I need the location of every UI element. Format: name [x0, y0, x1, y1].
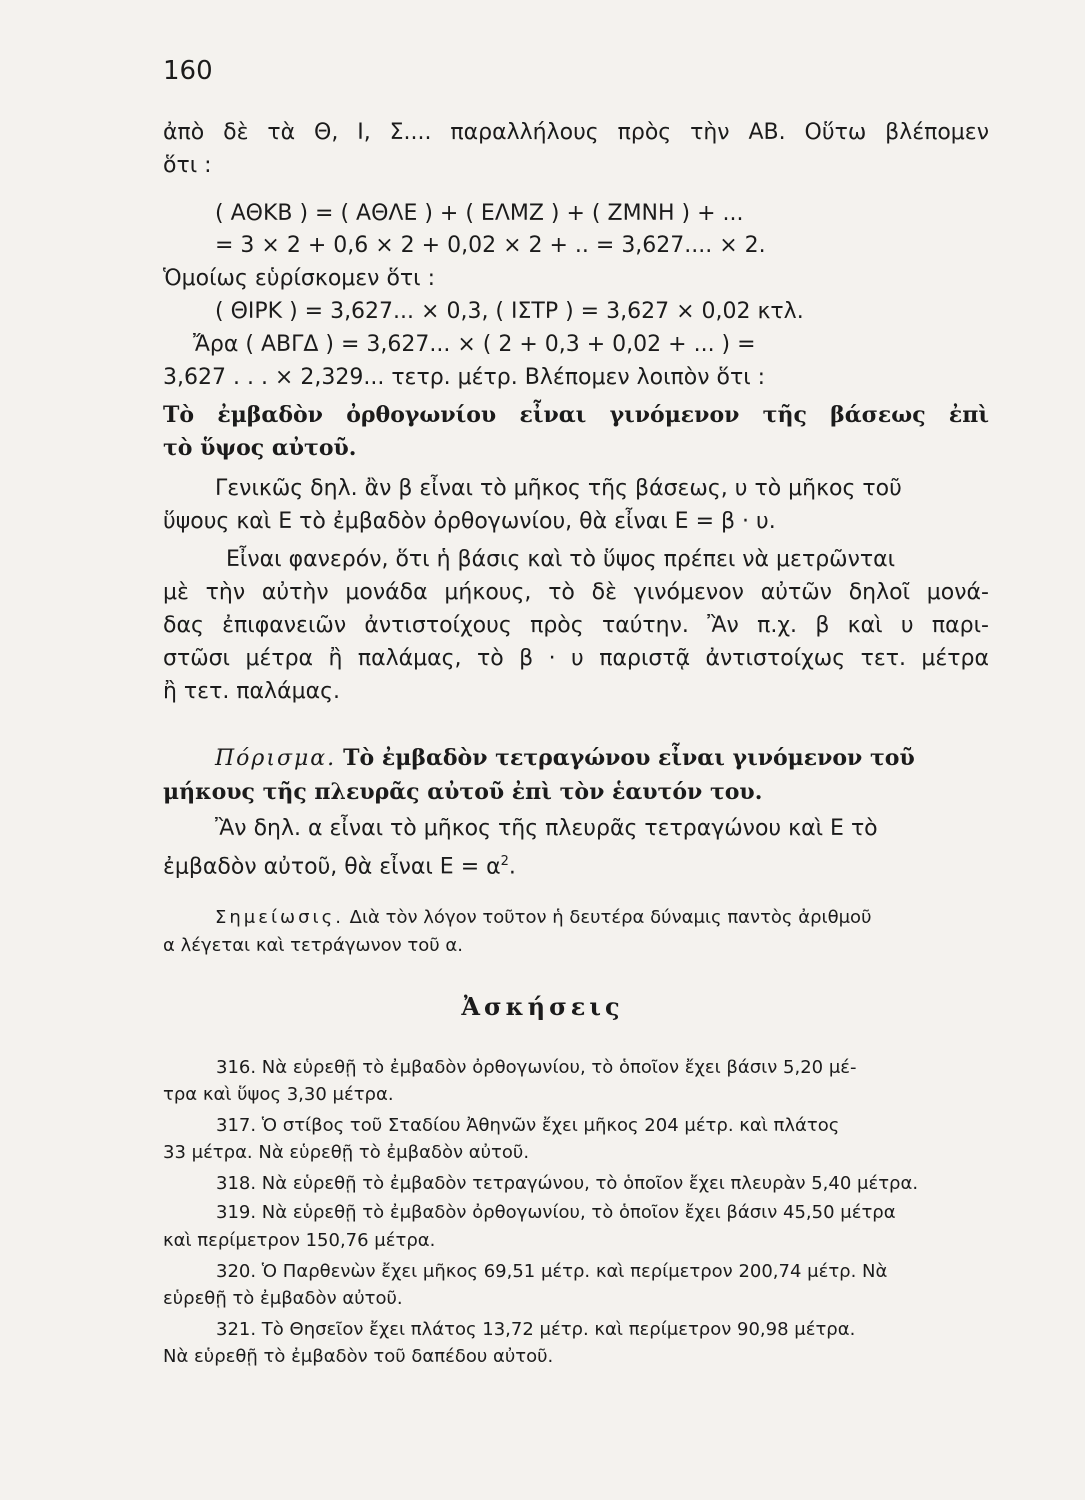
exercise-line: τρα καὶ ὕψος 3,30 μέτρα. [163, 1084, 394, 1105]
exercise-line: 318. Νὰ εὑρεθῇ τὸ ἐμβαδὸν τετραγώνου, τὸ ὁποῖον ἔχει πλευρὰν 5,40 μέτρα. [216, 1173, 919, 1194]
text-line: ἀπὸ δὲ τὰ Θ, Ι, Σ.... παραλλήλους πρὸς τὴν ΑΒ. Οὕτω βλέπομεν [163, 120, 989, 145]
exercise-line: 319. Νὰ εὑρεθῇ τὸ ἐμβαδὸν ὀρθογωνίου, τὸ ὁποῖον ἔχει βάσιν 45,50 μέτρα [216, 1202, 896, 1223]
porisma-formula: ἐμβαδὸν αὐτοῦ, θὰ εἶναι Ε = α [163, 854, 501, 880]
porisma-text: Τὸ ἐμβαδὸν τετραγώνου εἶναι γινόμενον τοῦ [343, 745, 915, 771]
exercise-line: καὶ περίμετρον 150,76 μέτρα. [163, 1230, 436, 1251]
exercise-line: 316. Νὰ εὑρεθῇ τὸ ἐμβαδὸν ὀρθογωνίου, τὸ ὁποῖον ἔχει βάσιν 5,20 μέ- [216, 1057, 857, 1078]
porisma-line: μήκους τῆς πλευρᾶς αὐτοῦ ἐπὶ τὸν ἑαυτόν του. [163, 779, 763, 805]
porisma-label: Πόρισμα. [215, 746, 337, 771]
note-text: Διὰ τὸν λόγον τοῦτον ἡ δευτέρα δύναμις παντὸς ἀριθμοῦ [349, 907, 872, 928]
exercise-line: εὑρεθῇ τὸ ἐμβαδὸν αὐτοῦ. [163, 1288, 403, 1309]
period: . [508, 854, 516, 880]
note-label: Σημείωσις. [215, 907, 344, 928]
text-line: Εἶναι φανερόν, ὅτι ἡ βάσις καὶ τὸ ὕψος πρέπει νὰ μετρῶνται [226, 547, 896, 572]
exercise-line: 317. Ὁ στίβος τοῦ Σταδίου Ἀθηνῶν ἔχει μῆκος 204 μέτρ. καὶ πλάτος [216, 1115, 840, 1136]
equation-line: ( ΘΙΡΚ ) = 3,627... × 0,3, ( ΙΣΤΡ ) = 3,627 × 0,02 κτλ. [215, 299, 804, 324]
theorem-line: Τὸ ἐμβαδὸν ὀρθογωνίου εἶναι γινόμενον τῆς βάσεως ἐπὶ [163, 402, 989, 428]
text-line: Ἂν δηλ. α εἶναι τὸ μῆκος τῆς πλευρᾶς τετραγώνου καὶ Ε τὸ [215, 816, 878, 841]
text-line: ὅτι : [163, 153, 212, 178]
exercise-line: 320. Ὁ Παρθενὼν ἔχει μῆκος 69,51 μέτρ. καὶ περίμετρον 200,74 μέτρ. Νὰ [216, 1261, 888, 1282]
text-line: Γενικῶς δηλ. ἂν β εἶναι τὸ μῆκος τῆς βάσεως, υ τὸ μῆκος τοῦ [215, 476, 902, 501]
exercise-line: Νὰ εὑρεθῇ τὸ ἐμβαδὸν τοῦ δαπέδου αὐτοῦ. [163, 1346, 554, 1367]
exponent: 2 [500, 854, 509, 869]
porisma-line [215, 743, 915, 774]
theorem-line: τὸ ὕψος αὐτοῦ. [163, 435, 357, 461]
text-line: ἢ τετ. παλάμας. [163, 679, 340, 704]
exercise-line: 33 μέτρα. Νὰ εὑρεθῇ τὸ ἐμβαδὸν αὐτοῦ. [163, 1142, 530, 1163]
text-line: μὲ τὴν αὐτὴν μονάδα μήκους, τὸ δὲ γινόμενον αὐτῶν δηλοῖ μονά- [163, 580, 989, 605]
equation-line: Ἄρα ( ΑΒΓΔ ) = 3,627... × ( 2 + 0,3 + 0,02 + ... ) = [193, 332, 756, 357]
exercises-title: Ἀσκήσεις [461, 992, 624, 1021]
text-line: δας ἐπιφανειῶν ἀντιστοίχους πρὸς ταύτην. Ἂν π.χ. β καὶ υ παρι- [163, 613, 989, 638]
text-line: ὕψους καὶ Ε τὸ ἐμβαδὸν ὀρθογωνίου, θὰ εἶναι Ε = β · υ. [163, 509, 776, 534]
equation-line: ( ΑΘΚΒ ) = ( ΑΘΛΕ ) + ( ΕΛΜΖ ) + ( ΖΜΝΗ ) + ... [215, 201, 744, 226]
text-line: στῶσι μέτρα ἢ παλάμας, τὸ β · υ παριστᾷ ἀντιστοίχως τετ. μέτρα [163, 646, 989, 671]
text-line: Ὁμοίως εὑρίσκομεν ὅτι : [163, 266, 436, 291]
page-number: 160 [163, 56, 213, 86]
note-line [215, 905, 871, 931]
text-line [163, 847, 516, 882]
text-line: 3,627 . . . × 2,329... τετρ. μέτρ. Βλέπομεν λοιπὸν ὅτι : [163, 365, 766, 390]
exercise-line: 321. Τὸ Θησεῖον ἔχει πλάτος 13,72 μέτρ. καὶ περίμετρον 90,98 μέτρα. [216, 1319, 856, 1340]
note-line: α λέγεται καὶ τετράγωνον τοῦ α. [163, 935, 463, 956]
equation-line: = 3 × 2 + 0,6 × 2 + 0,02 × 2 + .. = 3,627.... × 2. [215, 233, 766, 258]
